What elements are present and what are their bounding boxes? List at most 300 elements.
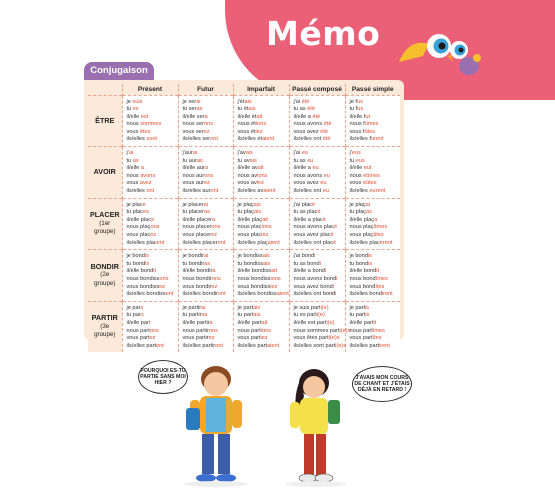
form-ending: i: [332, 283, 334, 290]
form-stem: ils/elles plac: [126, 239, 157, 246]
conjugated-form: [294, 99, 343, 107]
form-stem: tu plaç: [237, 209, 254, 216]
conjugated-form: [183, 232, 231, 240]
form-ending: eu: [301, 150, 308, 157]
form-stem: ils/elles: [126, 188, 147, 195]
conjugated-form: [127, 276, 176, 284]
conjugated-form: [127, 209, 176, 217]
conjugated-form: [294, 253, 343, 261]
form-stem: je suis part: [293, 304, 321, 311]
form-ending: i: [336, 275, 338, 282]
comic-illustration: [160, 350, 410, 488]
form-ending: as: [365, 209, 372, 216]
conjugated-form: [183, 305, 231, 313]
conjugated-form: [350, 129, 399, 137]
form-stem: je par: [126, 304, 141, 311]
form-stem: nous: [349, 172, 364, 179]
conjugated-form: [127, 121, 176, 129]
form-stem: vous êtes part: [293, 335, 329, 342]
form-ending: ent: [156, 239, 165, 246]
form-ending: é: [333, 224, 338, 231]
form-ending: ons: [203, 121, 213, 128]
form-stem: il/elle ét: [237, 113, 257, 120]
form-stem: il/elle aur: [182, 165, 205, 172]
conjugated-form: [350, 165, 399, 173]
form-stem: nous partir: [182, 327, 209, 334]
form-ending: eu: [323, 172, 330, 179]
conjugated-form: [127, 284, 176, 292]
form-stem: ils/elles partir: [182, 342, 216, 349]
form-stem: j'ai: [293, 98, 302, 105]
conjugated-form: [183, 121, 231, 129]
conjugated-form: [183, 129, 231, 137]
conjugated-form: [238, 121, 287, 129]
conjugated-form: [127, 305, 176, 313]
conjugation-cell: [233, 95, 289, 147]
form-stem: tu es part: [293, 312, 317, 319]
form-ending: eus: [355, 157, 365, 164]
form-stem: nous f: [349, 121, 365, 128]
form-stem: tu bond: [126, 260, 146, 267]
form-stem: il/elle bond: [126, 268, 154, 275]
conjugated-form: [294, 312, 343, 320]
conjugated-form: [127, 261, 176, 269]
form-ending: aient: [263, 188, 276, 195]
conjugated-form: [294, 106, 343, 114]
conjugated-form: [294, 150, 343, 158]
form-ending: îtes: [372, 335, 382, 342]
form-stem: il/elle: [126, 113, 141, 120]
form-stem: il/elle placer: [182, 216, 213, 223]
conjugated-form: [183, 150, 231, 158]
form-stem: il/elle bondiss: [237, 268, 272, 275]
form-ending: ait: [256, 113, 263, 120]
conjugated-form: [183, 136, 231, 144]
conjugated-form: [238, 129, 287, 137]
conjugated-form: [294, 284, 343, 292]
form-ending: âtes: [373, 232, 384, 238]
form-ending: iez: [261, 232, 269, 238]
form-ending: is: [144, 253, 149, 260]
form-stem: j'ai: [293, 150, 302, 157]
conjugated-form: [238, 202, 287, 210]
conjugated-form: [183, 106, 231, 114]
conjugated-form: [183, 276, 231, 284]
form-stem: tu bondiss: [237, 260, 263, 267]
conjugation-cell: [345, 147, 400, 199]
form-stem: ils/elles plac: [349, 239, 380, 246]
form-ending: ons: [208, 327, 218, 334]
form-ending: ai: [128, 150, 134, 157]
form-stem: vous: [126, 180, 140, 187]
conjugated-form: [294, 291, 343, 299]
form-ending: urent: [370, 136, 384, 143]
form-stem: vous avez plac: [293, 232, 331, 238]
conjugated-form: [350, 173, 399, 181]
conjugated-form: [238, 209, 287, 217]
conjugated-form: [127, 165, 176, 173]
form-stem: je bondiss: [237, 253, 263, 260]
verb-label: [88, 147, 122, 199]
conjugated-form: [238, 335, 287, 343]
form-stem: il/elle part: [349, 319, 374, 326]
form-ending: a: [140, 165, 144, 172]
form-ending: is: [365, 304, 370, 311]
conjugated-form: [183, 165, 231, 173]
conjugated-form: [127, 232, 176, 240]
form-stem: tu plaç: [349, 209, 366, 216]
conjugation-cell: [233, 147, 289, 199]
form-ending: ait: [261, 319, 268, 326]
form-ending: ais: [253, 201, 261, 208]
conjugated-form: [183, 253, 231, 261]
form-ending: été: [323, 121, 332, 128]
form-ending: ions: [261, 224, 272, 231]
verb-group-note: (2e groupe): [94, 271, 116, 287]
page-title: Mémo: [266, 14, 381, 53]
form-stem: je bond: [349, 253, 368, 260]
conjugation-cell: [178, 250, 233, 302]
form-stem: il/elle plaç: [237, 216, 263, 223]
conjugated-form: [183, 217, 231, 225]
conjugated-form: [294, 305, 343, 313]
form-ending: é: [311, 201, 316, 208]
form-stem: je: [126, 98, 133, 105]
form-ending: ais: [249, 157, 257, 164]
conjugation-cell: [289, 95, 345, 147]
form-ending: irent: [379, 342, 390, 349]
conjugated-form: [238, 291, 287, 299]
conjugated-form: [294, 209, 343, 217]
conjugated-form: [294, 202, 343, 210]
form-stem: vous part: [349, 335, 373, 342]
header-corner: [88, 84, 122, 95]
column-header: Imparfait: [233, 84, 289, 95]
conjugated-form: [183, 224, 231, 232]
conjugation-cell: [233, 198, 289, 250]
table-row: [88, 250, 400, 302]
form-stem: nous plac: [237, 224, 262, 231]
form-ending: sont: [146, 136, 157, 143]
form-ending: e: [142, 201, 146, 208]
conjugated-form: [183, 320, 231, 328]
conjugated-form: [238, 224, 287, 232]
form-ending: ait: [271, 268, 278, 275]
form-stem: ils/elles placer: [182, 239, 218, 246]
form-stem: il/elle a: [293, 165, 313, 172]
conjugated-form: [294, 136, 343, 144]
conjugated-form: [350, 253, 399, 261]
form-stem: nous part: [237, 327, 261, 334]
form-ending: i(e): [316, 312, 325, 319]
form-stem: nous plaç: [349, 224, 374, 231]
form-stem: ils/elles part: [349, 342, 380, 349]
form-ending: îmes: [372, 327, 385, 334]
form-stem: ils/elles plaç: [237, 239, 268, 246]
form-stem: je bondir: [182, 253, 204, 260]
conjugation-cell: [233, 301, 289, 352]
form-ending: aient: [267, 342, 280, 349]
form-stem: ils/elles bondiss: [126, 291, 166, 298]
conjugated-form: [127, 129, 176, 137]
form-stem: tu ser: [182, 106, 197, 113]
form-ending: ont: [210, 188, 219, 195]
conjugated-form: [238, 284, 287, 292]
form-ending: as: [201, 312, 208, 319]
conjugation-cell: [289, 301, 351, 352]
conjugated-form: [183, 114, 231, 122]
form-stem: vous avez: [293, 180, 321, 187]
table-body: [88, 95, 400, 352]
form-ending: ez: [159, 283, 166, 290]
conjugated-form: [127, 173, 176, 181]
form-stem: vous partir: [182, 335, 209, 342]
form-ending: ai: [192, 150, 198, 157]
conjugated-form: [238, 188, 287, 196]
verb-group-note: (3e groupe): [94, 322, 116, 339]
conjugated-form: [293, 327, 351, 336]
form-stem: ils/elles bondir: [182, 291, 218, 298]
form-stem: tu partir: [182, 312, 202, 319]
table-header-row: [88, 84, 400, 95]
form-ending: iez: [270, 283, 278, 290]
conjugated-form: [238, 253, 287, 261]
form-ending: ions: [255, 121, 267, 128]
form-stem: nous sommes part: [293, 327, 340, 334]
conjugated-form: [238, 240, 287, 248]
conjugated-form: [127, 312, 176, 320]
form-ending: été: [322, 136, 331, 143]
form-stem: ils/elles: [126, 136, 147, 143]
form-ending: ont: [217, 291, 226, 298]
form-stem: vous bondiss: [237, 283, 271, 290]
conjugated-form: [350, 180, 399, 188]
form-stem: je ser: [182, 98, 197, 105]
conjugation-cell: [122, 250, 178, 302]
form-ending: ûmes: [364, 121, 379, 128]
column-header: Futur: [178, 84, 233, 95]
conjugated-form: [238, 158, 287, 166]
form-stem: ils/elles aur: [182, 188, 211, 195]
form-stem: ils/elles av: [237, 188, 264, 195]
form-stem: il/elle av: [237, 165, 258, 172]
conjugated-form: [350, 106, 399, 114]
conjugation-cell: [122, 198, 178, 250]
conjugation-cell: [345, 301, 400, 352]
conjugation-cell: [289, 147, 345, 199]
form-ending: eu: [307, 157, 314, 164]
form-ending: it: [373, 319, 377, 326]
form-ending: ais: [262, 253, 270, 260]
conjugated-form: [127, 136, 176, 144]
conjugated-form: [350, 136, 399, 144]
conjugated-form: [127, 114, 176, 122]
conjugated-form: [294, 268, 343, 276]
form-stem: j'ai plac: [293, 201, 312, 208]
conjugation-table: [88, 84, 400, 352]
form-stem: il/elle bondir: [182, 268, 213, 275]
conjugated-form: [350, 209, 399, 217]
form-stem: il/elle: [349, 165, 364, 172]
form-ending: eu: [322, 188, 329, 195]
form-stem: vous aur: [182, 180, 204, 187]
conjugated-form: [294, 165, 343, 173]
form-stem: je plac: [126, 201, 143, 208]
conjugated-form: [238, 165, 287, 173]
form-ending: i: [314, 253, 316, 260]
form-stem: j': [349, 150, 352, 157]
form-ending: iez: [256, 180, 264, 187]
form-ending: ons: [211, 224, 221, 231]
form-stem: ils/elles ont: [293, 188, 323, 195]
conjugated-form: [183, 335, 231, 343]
form-ending: îtes: [375, 283, 385, 290]
form-ending: ont: [215, 342, 223, 349]
form-ending: aient: [276, 291, 289, 298]
form-ending: ons: [149, 327, 159, 334]
form-stem: nous av: [237, 172, 258, 179]
form-ending: us: [356, 98, 363, 105]
conjugated-form: [350, 99, 399, 107]
form-stem: ils/elles f: [349, 136, 371, 143]
verb-name: ÊTRE: [95, 115, 115, 125]
form-ending: is: [368, 260, 373, 267]
form-stem: vous plac: [237, 232, 262, 238]
conjugated-form: [183, 209, 231, 217]
form-ending: ez: [211, 283, 218, 290]
form-ending: a: [204, 113, 208, 120]
form-stem: nous ser: [182, 121, 204, 128]
form-stem: je plaç: [349, 201, 366, 208]
conjugation-cell: [178, 301, 233, 352]
conjugation-cell: [178, 198, 233, 250]
form-ending: i: [335, 291, 337, 298]
form-stem: je part: [349, 304, 366, 311]
form-ending: a: [374, 216, 378, 223]
form-ending: ez: [211, 232, 218, 238]
conjugated-form: [350, 158, 399, 166]
form-ending: as: [203, 209, 210, 216]
form-stem: nous avons bond: [293, 275, 337, 282]
conjugated-form: [350, 335, 399, 343]
conjugated-form: [350, 312, 399, 320]
form-stem: nous: [126, 121, 141, 128]
form-stem: nous bond: [349, 275, 376, 282]
form-ending: eu: [312, 165, 319, 172]
conjugated-form: [183, 240, 231, 248]
form-stem: tu as: [293, 106, 308, 113]
form-ending: is: [367, 253, 372, 260]
conjugated-form: [350, 284, 399, 292]
conjugated-form: [127, 180, 176, 188]
conjugated-form: [127, 291, 176, 299]
form-stem: ils/elles bondiss: [237, 291, 277, 298]
conjugated-form: [238, 276, 287, 284]
form-stem: ils/elles bond: [349, 291, 382, 298]
conjugated-form: [183, 158, 231, 166]
form-stem: nous bondir: [182, 275, 212, 282]
form-stem: tu as bond: [293, 260, 320, 267]
conjugated-form: [238, 217, 287, 225]
form-ending: ions: [260, 327, 272, 334]
conjugated-form: [238, 150, 287, 158]
conjugated-form: [238, 320, 287, 328]
conjugated-form: [350, 232, 399, 240]
conjugation-cell: [122, 301, 178, 352]
form-stem: nous bondiss: [126, 275, 160, 282]
conjugated-form: [238, 305, 287, 313]
conjugation-cell: [289, 250, 345, 302]
form-ending: èrent: [379, 239, 393, 246]
form-ending: avons: [140, 172, 156, 179]
form-ending: irent: [381, 291, 393, 298]
form-stem: tu f: [349, 106, 358, 113]
conjugated-form: [238, 173, 287, 181]
form-ending: îmes: [375, 275, 388, 282]
conjugated-form: [294, 232, 343, 240]
form-stem: j': [126, 150, 129, 157]
form-stem: vous: [349, 180, 363, 187]
conjugated-form: [350, 268, 399, 276]
conjugated-form: [350, 240, 399, 248]
conjugated-form: [294, 129, 343, 137]
form-ending: as: [196, 157, 203, 164]
conjugated-form: [294, 224, 343, 232]
boy-character: [186, 366, 242, 482]
conjugation-cell: [178, 95, 233, 147]
conjugated-form: [238, 136, 287, 144]
form-ending: avez: [139, 180, 152, 187]
form-ending: ez: [203, 180, 210, 187]
conjugated-form: [238, 312, 287, 320]
form-ending: suis: [132, 98, 143, 105]
form-ending: as: [204, 260, 211, 267]
form-stem: vous av: [237, 180, 257, 187]
form-stem: j'ai bond: [293, 253, 315, 260]
form-ending: ons: [150, 224, 160, 231]
form-ending: s: [140, 304, 144, 311]
form-stem: tu as plac: [293, 209, 318, 216]
conjugated-form: [294, 180, 343, 188]
form-stem: tu bondir: [182, 260, 205, 267]
form-stem: ils/elles ser: [182, 136, 211, 143]
form-stem: il/elle part: [237, 319, 262, 326]
conjugated-form: [183, 261, 231, 269]
section-label: Conjugaison: [84, 62, 154, 80]
conjugated-form: [294, 240, 343, 248]
conjugation-cell: [178, 147, 233, 199]
conjugated-form: [127, 217, 176, 225]
form-stem: ils/elles ont plac: [293, 239, 333, 246]
form-ending: ut: [365, 113, 371, 120]
conjugated-form: [350, 328, 399, 336]
form-ending: it: [376, 268, 380, 275]
form-ending: é: [330, 232, 334, 238]
conjugated-form: [127, 106, 176, 114]
verb-label: [88, 250, 122, 302]
conjugated-form: [294, 158, 343, 166]
form-ending: t: [148, 319, 151, 326]
form-stem: tu par: [126, 312, 141, 319]
conjugation-cell: [289, 198, 345, 250]
form-stem: il/elle f: [349, 113, 366, 120]
form-stem: nous ét: [237, 121, 256, 128]
conjugated-form: [127, 158, 176, 166]
form-stem: ils/elles part: [237, 342, 268, 349]
conjugated-form: [183, 284, 231, 292]
conjugated-form: [350, 188, 399, 196]
form-stem: ils/elles ont: [293, 136, 323, 143]
